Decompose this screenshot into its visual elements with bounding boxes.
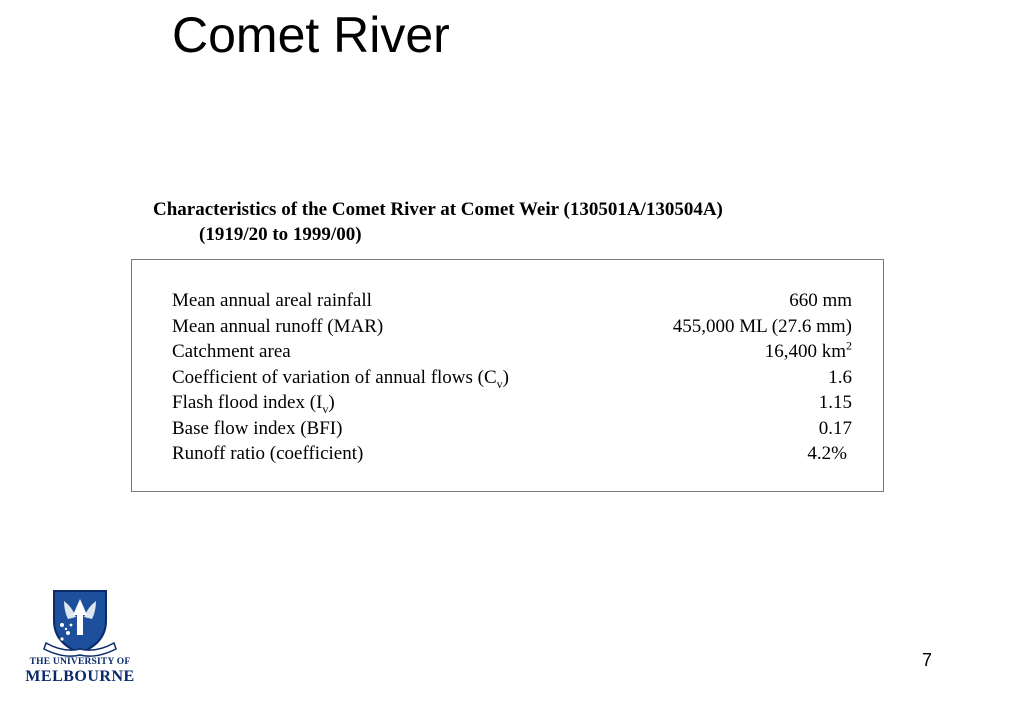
label-subscript: v — [496, 376, 503, 391]
value-superscript: 2 — [846, 338, 852, 353]
row-label: Mean annual runoff (MAR) — [172, 315, 384, 337]
row-value: 0.17 — [818, 417, 852, 439]
table-row — [172, 365, 852, 391]
row-value: 1.6 — [828, 366, 852, 388]
table-row — [172, 390, 852, 416]
row-value: 4.2% — [807, 443, 847, 465]
label-tail: ) — [328, 392, 335, 414]
row-label-cell — [172, 390, 616, 416]
row-label: Coefficient of variation of annual flows (C — [172, 366, 497, 388]
row-label: Catchment area — [172, 341, 291, 363]
table-row — [172, 441, 852, 467]
row-label: Flash flood index (I — [172, 392, 323, 414]
row-label: Base flow index (BFI) — [172, 417, 343, 439]
row-value: 16,400 km — [764, 341, 846, 363]
row-value: 660 mm — [789, 290, 852, 312]
row-value-cell — [616, 339, 852, 365]
logo-line-2: MELBOURNE — [25, 668, 135, 685]
table-row — [172, 339, 852, 365]
label-subscript: v — [322, 402, 329, 417]
table-row — [172, 288, 852, 314]
slide-title: Comet River — [172, 7, 450, 63]
row-value: 1.15 — [818, 392, 852, 414]
row-label: Mean annual areal rainfall — [172, 290, 372, 312]
university-logo — [24, 587, 136, 687]
table-row — [172, 314, 852, 340]
page-number: 7 — [922, 650, 933, 670]
label-tail: ) — [502, 366, 509, 388]
row-label: Runoff ratio (coefficient) — [172, 443, 364, 465]
row-value: 455,000 ML (27.6 mm) — [672, 315, 852, 337]
characteristics-table-box — [131, 259, 884, 492]
row-value-cell — [616, 441, 852, 467]
caption-line-2: (1919/20 to 1999/00) — [199, 224, 362, 245]
logo-line-1: THE UNIVERSITY OF — [29, 657, 131, 667]
row-label-cell — [172, 365, 616, 391]
table-caption — [153, 197, 913, 247]
table-row — [172, 416, 852, 442]
characteristics-table — [172, 288, 852, 467]
university-crest-icon — [24, 587, 136, 657]
caption-line-1: Characteristics of the Comet River at Comet Weir (130501A/130504A) — [153, 199, 723, 220]
